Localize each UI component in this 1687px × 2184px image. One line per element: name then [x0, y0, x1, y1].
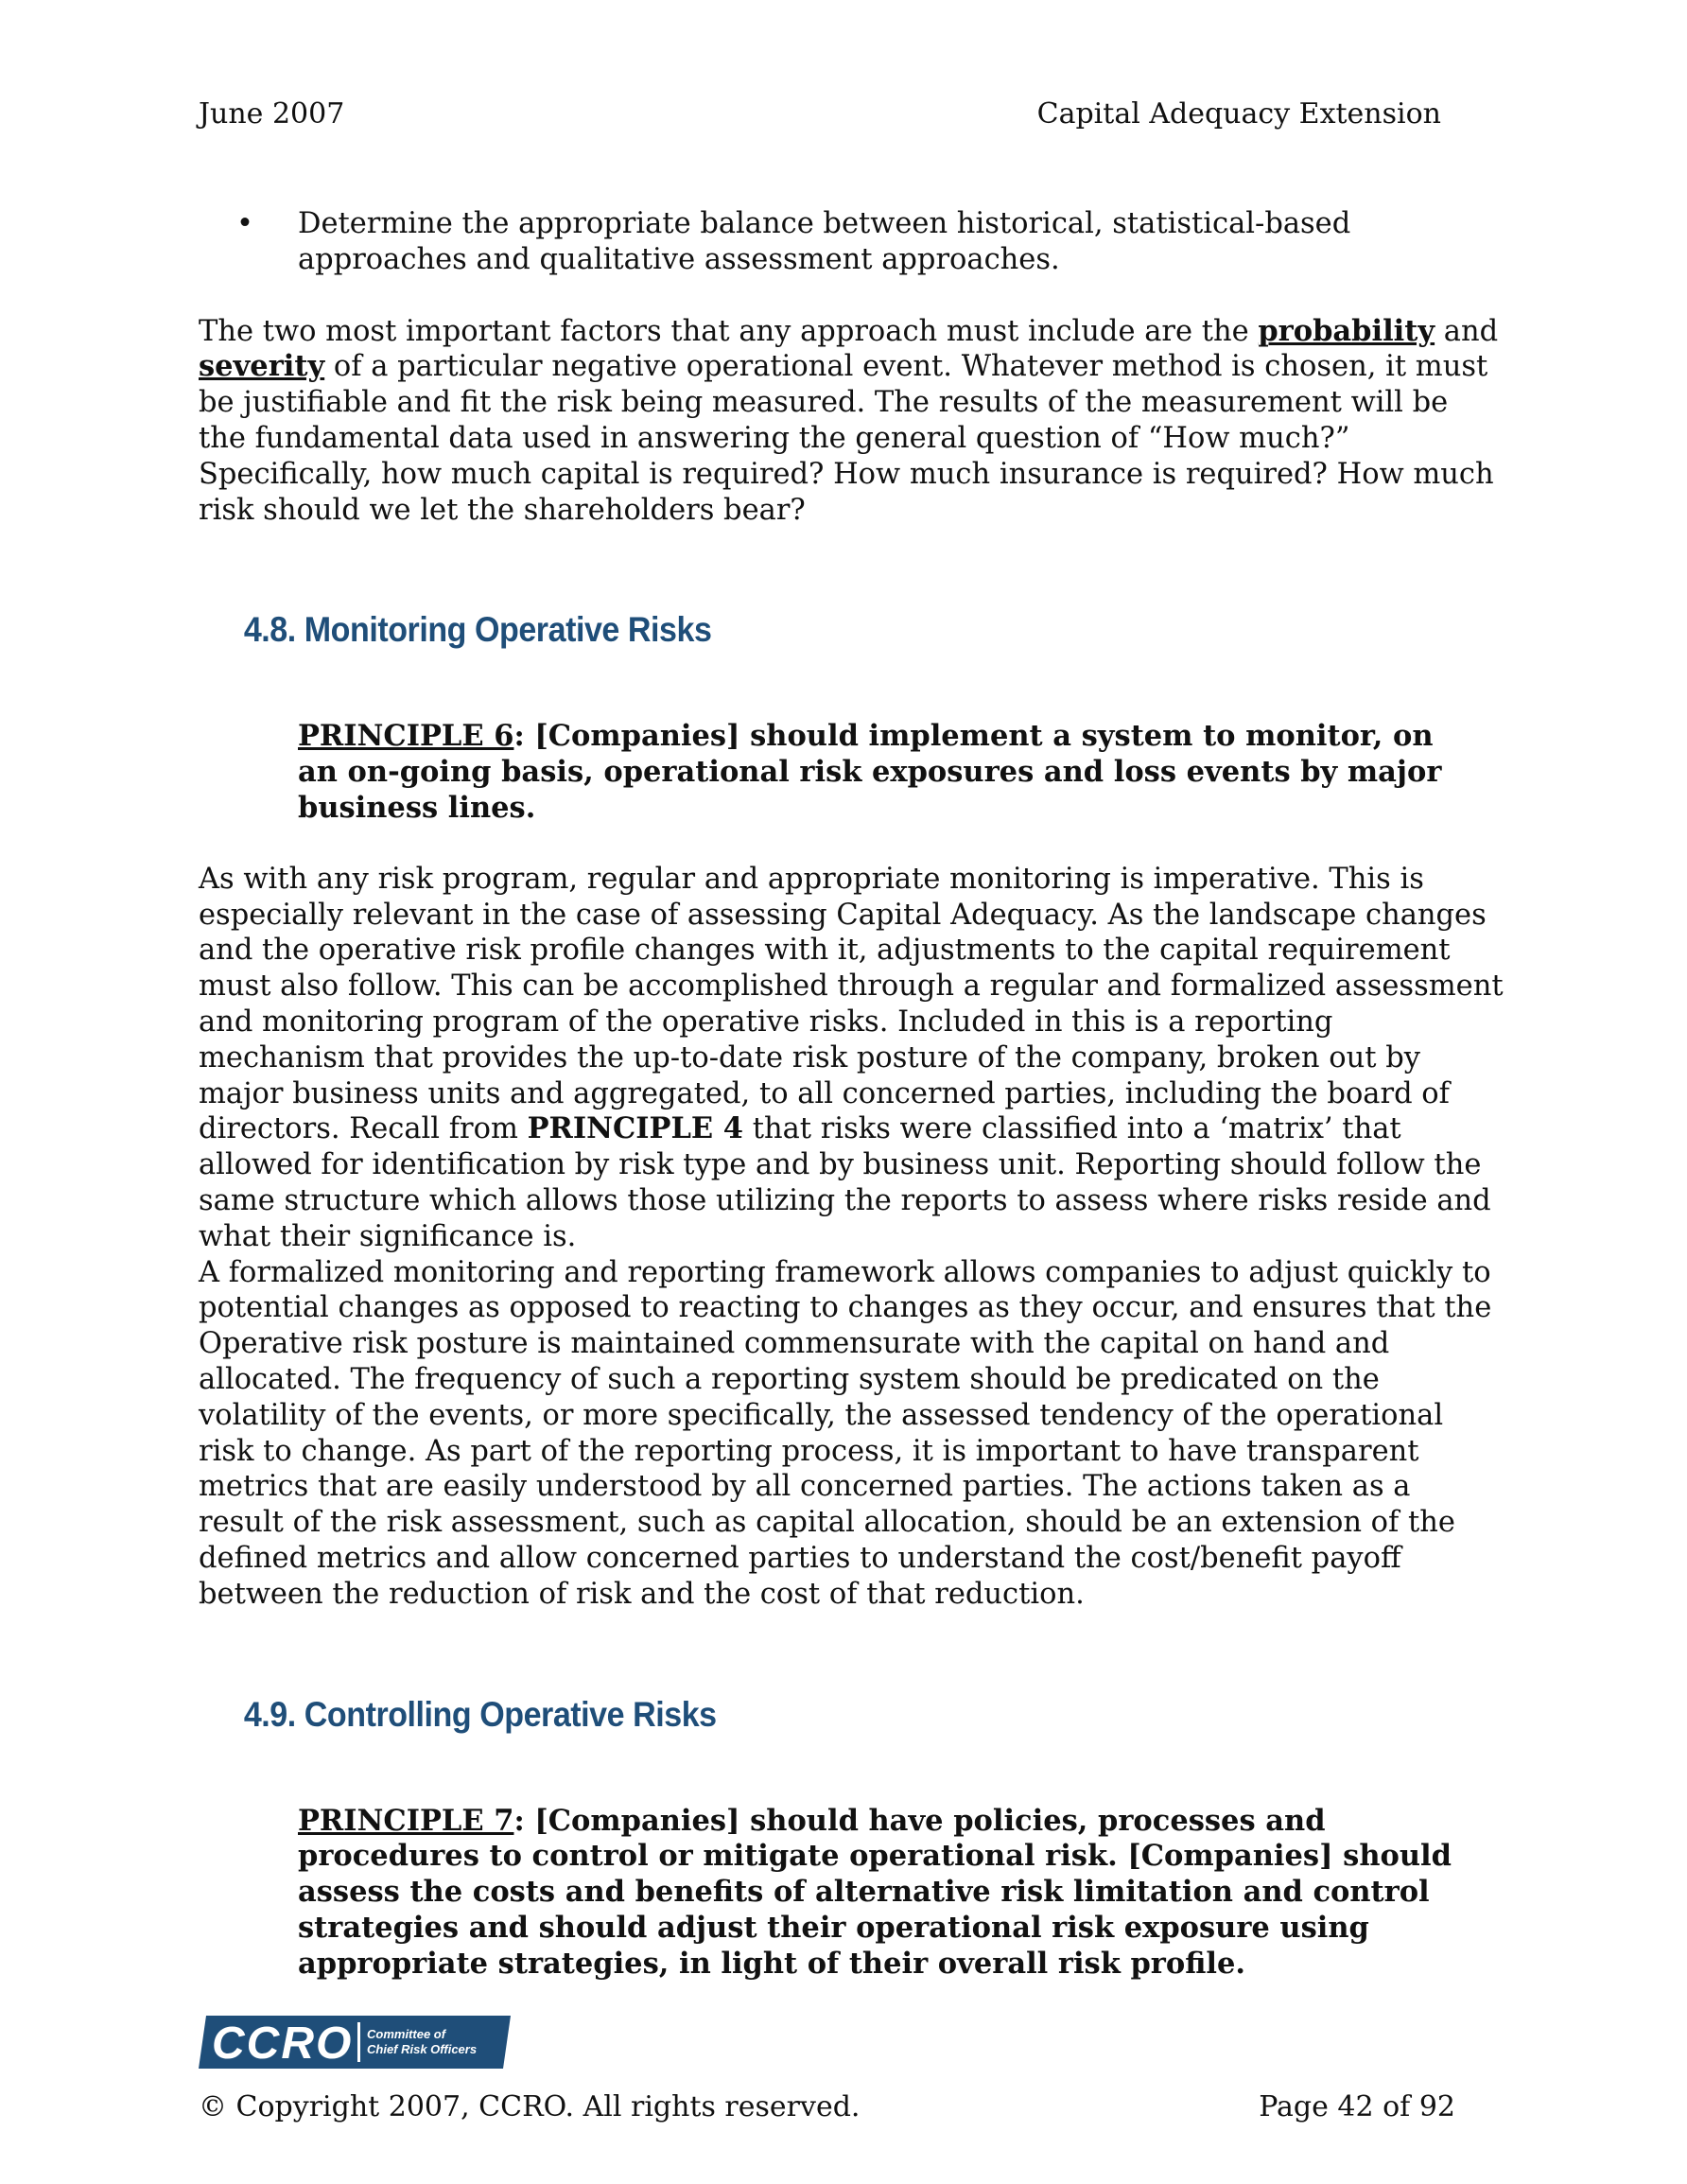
section-heading-4-9: 4.9. Controlling Operative Risks — [243, 1694, 717, 1734]
logo-line-2: Chief Risk Officers — [367, 2042, 478, 2056]
monitoring-paragraph-2: A formalized monitoring and reporting framework allows companies to adjust quickly to potential changes as opposed to reacting to changes as they occur, and ensures that the Operative risk posture is maintained commensurate with the capital on hand and allocated. The frequency of such a reporting system should be predicated on the volatility of the events, or more specifically, the assessed tendency of the operational risk to change. As part of the reporting process, it is important to have transparent metrics that are easily understood by all concerned parties. The actions taken as a result of the risk assessment, such as capital allocation, should be an extension of the defined metrics and allow concerned parties to understand the cost/benefit payoff between the reduction of risk and the cost of that reduction. — [199, 1255, 1492, 1611]
intro-paragraph — [199, 314, 1504, 529]
principle-7 — [199, 1804, 1504, 1983]
severity-term: severity — [199, 349, 325, 384]
logo-ccro-text: CCRO — [212, 2018, 354, 2069]
intro-text-3: of a particular negative operational event. Whatever method is chosen, it must be justifiable and fit the risk being measured. The results of the measurement will be the fundamental data used in answering the general question of “How much?” Specifically, how much capital is required? How much insurance is required? How much risk should we let the shareholders bear? — [199, 350, 1494, 527]
footer-page-number: Page 42 of 92 — [1259, 2090, 1455, 2123]
principle-6-text: : [Companies] should implement a system to monitor, on an on-going basis, operational risk exposures and loss events by major business lines. — [298, 719, 1442, 825]
monitoring-paragraph-1 — [199, 862, 1504, 1255]
bullet-dot-icon: • — [236, 207, 253, 240]
principle-6-label: PRINCIPLE 6 — [298, 719, 514, 754]
ccro-logo-mark — [199, 2016, 511, 2069]
page-content — [199, 206, 1504, 1982]
header-date: June 2007 — [199, 97, 345, 131]
logo-line-1: Committee of — [367, 2027, 446, 2041]
ccro-logo — [199, 2016, 511, 2069]
intro-text-2: and — [1435, 314, 1499, 348]
principle-6 — [199, 719, 1504, 826]
section-heading-4-8: 4.8. Monitoring Operative Risks — [243, 610, 712, 650]
header-title: Capital Adequacy Extension — [1036, 97, 1441, 131]
logo-divider — [357, 2022, 360, 2062]
monitoring-text-1a: As with any risk program, regular and appropriate monitoring is imperative. This is especially relevant in the case of assessing Capital Adequacy. As the landscape changes and the operative risk profile changes with it, adjustments to the capital requirement must also follow. This can be accomplished through a regular and formalized assessment and monitoring program of the operative risks. Included in this is a reporting mechanism that provides the up-to-date risk posture of the company, broken out by major business units and aggregated, to all concerned parties, including the board of directors. Recall from — [199, 862, 1504, 1146]
bullet-item — [199, 206, 1504, 278]
intro-text-1: The two most important factors that any approach must include are the — [199, 314, 1259, 348]
footer-copyright: © Copyright 2007, CCRO. All rights reserved. — [199, 2090, 861, 2123]
principle-7-text: : [Companies] should have policies, processes and procedures to control or mitigate operational risk. [Companies] should assess the costs and benefits of alternative risk limitation and control strategies and should adjust their operational risk exposure using appropriate strategies, in light of their overall risk profile. — [298, 1803, 1452, 1981]
monitoring-text-1b: that risks were classified into a ‘matrix’ that allowed for identification by risk type and by business unit. Reporting should follow the same structure which allows those utilizing the reports to assess where risks reside and what their significance is. — [199, 1112, 1491, 1253]
principle-4-reference: PRINCIPLE 4 — [527, 1111, 744, 1146]
principle-7-label: PRINCIPLE 7 — [298, 1803, 514, 1838]
probability-term: probability — [1258, 313, 1435, 348]
bullet-text: Determine the appropriate balance between historical, statistical-based approaches and qualitative assessment approaches. — [298, 207, 1351, 276]
